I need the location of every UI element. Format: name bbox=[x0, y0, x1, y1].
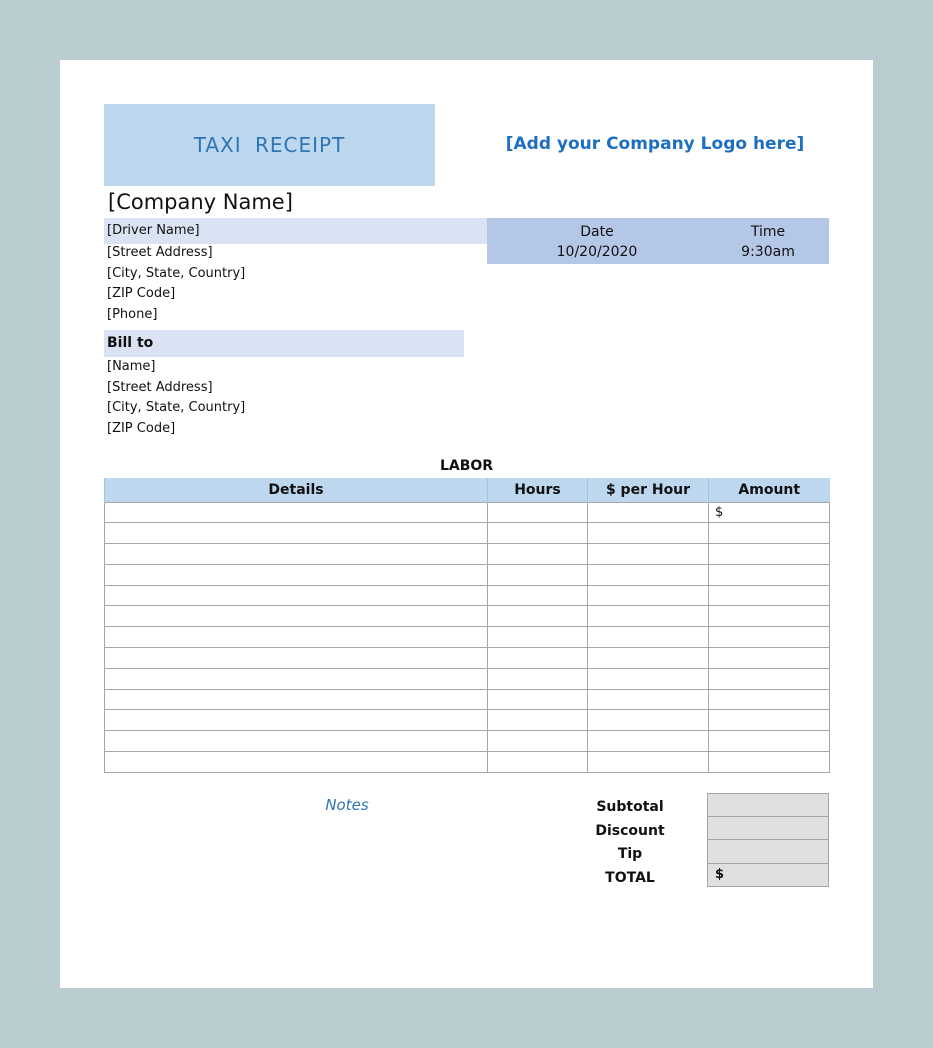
details-cell[interactable] bbox=[105, 627, 488, 648]
labor-row bbox=[105, 731, 830, 752]
bill-to-street[interactable]: [Street Address] bbox=[107, 379, 213, 395]
driver-zip[interactable]: [ZIP Code] bbox=[107, 286, 176, 301]
hours-cell[interactable] bbox=[488, 585, 588, 606]
rate-cell[interactable] bbox=[588, 752, 709, 773]
hours-cell[interactable] bbox=[488, 606, 588, 627]
labor-table bbox=[104, 478, 830, 773]
labor-row bbox=[105, 585, 830, 606]
details-cell[interactable] bbox=[105, 606, 488, 627]
driver-street[interactable]: [Street Address] bbox=[107, 245, 213, 260]
details-cell[interactable] bbox=[105, 668, 488, 689]
hours-cell[interactable] bbox=[488, 523, 588, 544]
amount-cell[interactable] bbox=[709, 564, 830, 585]
bill-to-label: Bill to bbox=[107, 335, 154, 351]
hours-cell[interactable] bbox=[488, 502, 588, 523]
company-logo-placeholder[interactable]: [Add your Company Logo here] bbox=[505, 134, 805, 154]
driver-phone[interactable]: [Phone] bbox=[107, 306, 158, 322]
details-cell[interactable] bbox=[105, 731, 488, 752]
hours-cell[interactable] bbox=[488, 627, 588, 648]
details-cell[interactable] bbox=[105, 752, 488, 773]
hours-cell[interactable] bbox=[488, 544, 588, 565]
amount-cell[interactable] bbox=[709, 523, 830, 544]
rate-cell[interactable] bbox=[588, 668, 709, 689]
labor-row bbox=[105, 606, 830, 627]
hours-cell[interactable] bbox=[488, 564, 588, 585]
time-label: Time bbox=[750, 224, 786, 240]
details-cell[interactable] bbox=[105, 523, 488, 544]
amount-cell[interactable] bbox=[709, 689, 830, 710]
rate-cell[interactable] bbox=[588, 544, 709, 565]
subtotal-label: Subtotal bbox=[596, 799, 664, 815]
labor-row bbox=[105, 710, 830, 731]
driver-city[interactable]: [City, State, Country] bbox=[107, 265, 246, 281]
column-header-amount: Amount bbox=[709, 478, 830, 502]
details-cell[interactable] bbox=[105, 689, 488, 710]
hours-cell[interactable] bbox=[488, 731, 588, 752]
rate-cell[interactable] bbox=[588, 731, 709, 752]
rate-cell[interactable] bbox=[588, 523, 709, 544]
labor-row bbox=[105, 752, 830, 773]
bill-to-address bbox=[107, 357, 245, 439]
company-name[interactable]: [Company Name] bbox=[108, 190, 293, 214]
amount-cell[interactable] bbox=[709, 648, 830, 669]
labor-row bbox=[105, 689, 830, 710]
totals-values bbox=[707, 793, 829, 887]
details-cell[interactable] bbox=[105, 502, 488, 523]
amount-cell[interactable] bbox=[709, 731, 830, 752]
date-value[interactable]: 10/20/2020 bbox=[556, 244, 638, 260]
labor-row bbox=[105, 523, 830, 544]
total-value[interactable]: $ bbox=[707, 864, 829, 888]
rate-cell[interactable] bbox=[588, 710, 709, 731]
amount-cell[interactable] bbox=[709, 606, 830, 627]
time-block bbox=[707, 222, 829, 262]
time-value[interactable]: 9:30am bbox=[741, 244, 795, 260]
amount-cell[interactable]: $ bbox=[709, 502, 830, 523]
amount-cell[interactable] bbox=[709, 752, 830, 773]
details-cell[interactable] bbox=[105, 564, 488, 585]
column-header-details: Details bbox=[105, 478, 488, 502]
bill-to-band bbox=[104, 330, 464, 357]
labor-row bbox=[105, 648, 830, 669]
column-header-hours: Hours bbox=[488, 478, 588, 502]
date-label: Date bbox=[580, 224, 614, 240]
bill-to-city[interactable]: [City, State, Country] bbox=[107, 400, 246, 415]
totals-labels bbox=[580, 796, 680, 890]
bill-to-zip[interactable]: [ZIP Code] bbox=[107, 420, 176, 436]
tip-label: Tip bbox=[617, 846, 643, 862]
details-cell[interactable] bbox=[105, 710, 488, 731]
bill-to-name[interactable]: [Name] bbox=[107, 359, 156, 374]
labor-row bbox=[105, 564, 830, 585]
labor-row bbox=[105, 502, 830, 523]
rate-cell[interactable] bbox=[588, 648, 709, 669]
discount-value[interactable] bbox=[707, 817, 829, 841]
driver-address bbox=[107, 243, 245, 325]
details-cell[interactable] bbox=[105, 648, 488, 669]
details-cell[interactable] bbox=[105, 544, 488, 565]
rate-cell[interactable] bbox=[588, 606, 709, 627]
receipt-page bbox=[60, 60, 873, 988]
column-header-rate: $ per Hour bbox=[588, 478, 709, 502]
notes-label: Notes bbox=[325, 796, 369, 814]
subtotal-value[interactable] bbox=[707, 793, 829, 817]
hours-cell[interactable] bbox=[488, 710, 588, 731]
amount-cell[interactable] bbox=[709, 544, 830, 565]
total-label: TOTAL bbox=[605, 869, 655, 886]
amount-cell[interactable] bbox=[709, 668, 830, 689]
labor-header-row bbox=[105, 478, 830, 502]
rate-cell[interactable] bbox=[588, 627, 709, 648]
hours-cell[interactable] bbox=[488, 668, 588, 689]
rate-cell[interactable] bbox=[588, 585, 709, 606]
amount-cell[interactable] bbox=[709, 627, 830, 648]
hours-cell[interactable] bbox=[488, 689, 588, 710]
hours-cell[interactable] bbox=[488, 648, 588, 669]
labor-row bbox=[105, 668, 830, 689]
labor-row bbox=[105, 544, 830, 565]
driver-name[interactable]: [Driver Name] bbox=[107, 223, 200, 238]
date-block bbox=[487, 222, 707, 262]
discount-label: Discount bbox=[595, 822, 665, 839]
tip-value[interactable] bbox=[707, 840, 829, 864]
amount-cell[interactable] bbox=[709, 710, 830, 731]
amount-cell[interactable] bbox=[709, 585, 830, 606]
labor-title: LABOR bbox=[439, 458, 494, 474]
rate-cell[interactable] bbox=[588, 689, 709, 710]
rate-cell[interactable] bbox=[588, 502, 709, 523]
details-cell[interactable] bbox=[105, 585, 488, 606]
receipt-title: TAXI RECEIPT bbox=[193, 133, 346, 157]
labor-row bbox=[105, 627, 830, 648]
title-banner bbox=[104, 104, 435, 186]
rate-cell[interactable] bbox=[588, 564, 709, 585]
hours-cell[interactable] bbox=[488, 752, 588, 773]
